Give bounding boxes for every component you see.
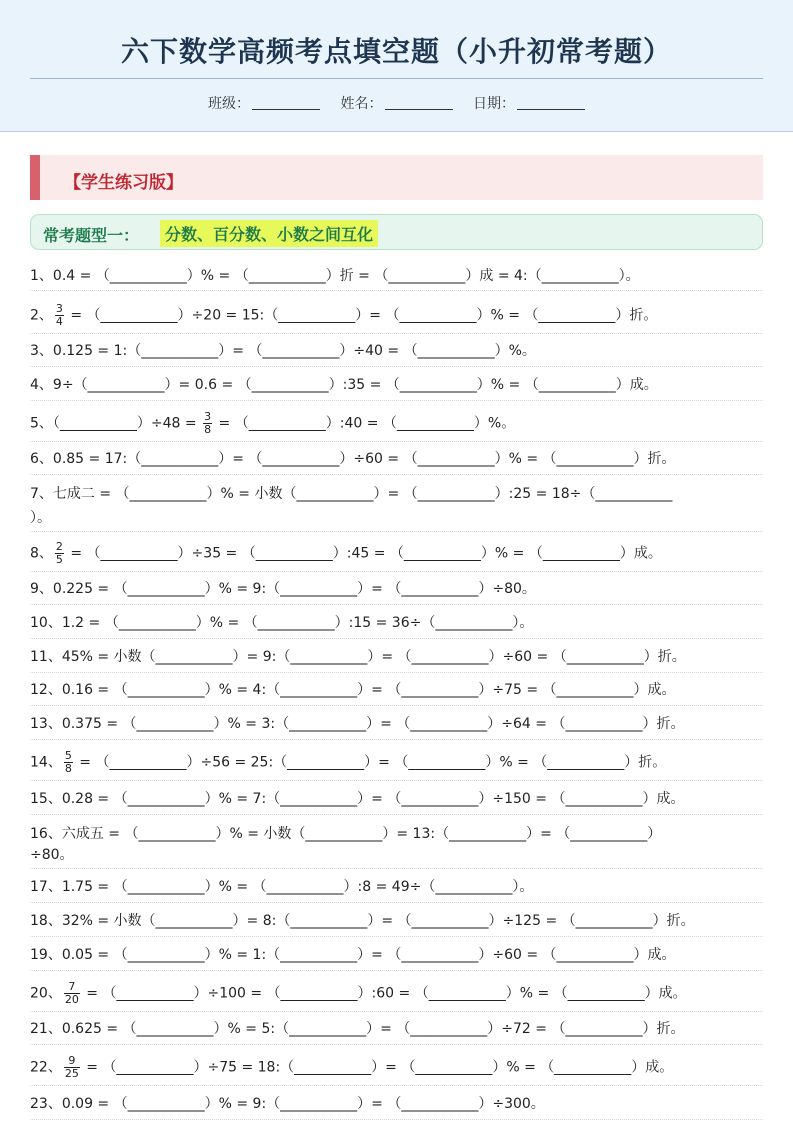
question-row — [30, 367, 763, 401]
question-row — [30, 531, 763, 572]
question-segment: 10、1.2 = （___________）% = （___________）:15 = 36÷（___________）。 — [30, 615, 534, 631]
class-field — [208, 93, 320, 113]
fraction-numerator: 7 — [64, 981, 80, 994]
question-segment: 21、0.625 = （___________）% = 5:（___________）= （___________）÷72 = （___________）折。 — [30, 1021, 685, 1037]
fraction-denominator: 5 — [55, 553, 63, 566]
question-row — [30, 903, 763, 937]
class-label: 班级： — [208, 96, 251, 112]
banner-accent-bar — [30, 155, 40, 200]
section-header — [30, 214, 763, 250]
question-segment: 11、45% = 小数（___________）= 9:（___________）= （___________）÷60 = （___________）折。 — [30, 649, 686, 665]
question-continuation: ÷80。 — [30, 847, 74, 863]
question-segment: 5、（___________）÷48 = — [30, 415, 202, 432]
question-text — [30, 1093, 545, 1113]
question-segment: 4、9÷（___________）= 0.6 = （___________）:35 = （___________）% = （___________）成。 — [30, 377, 658, 393]
question-segment: 20、 — [30, 985, 62, 1002]
question-segment: 14、 — [30, 754, 62, 771]
question-text — [30, 483, 672, 503]
question-row — [30, 260, 763, 291]
version-banner — [30, 155, 763, 200]
fraction — [64, 1055, 80, 1080]
fraction-denominator: 8 — [64, 762, 72, 775]
question-text — [30, 340, 536, 360]
name-label: 姓名： — [340, 96, 383, 112]
question-text — [30, 679, 676, 699]
section-label: 常考题型一： — [43, 226, 140, 245]
question-row — [30, 869, 763, 903]
fraction-denominator: 20 — [64, 993, 79, 1006]
banner-text: 【学生练习版】 — [64, 173, 183, 193]
question-text — [30, 578, 536, 598]
question-row — [30, 639, 763, 673]
fraction — [64, 981, 80, 1006]
question-segment: 7、七成二 = （___________）% = 小数（___________）= （___________）:25 = 18÷（___________ — [30, 486, 673, 502]
fraction — [64, 750, 73, 775]
fraction — [203, 411, 212, 436]
fraction — [55, 541, 64, 566]
fraction — [55, 303, 64, 328]
question-row — [30, 1045, 763, 1086]
question-text — [30, 750, 666, 775]
question-row — [30, 672, 763, 706]
question-text — [30, 541, 662, 566]
question-text — [30, 823, 661, 843]
question-segment: 12、0.16 = （___________）% = 4:（___________）= （___________）÷75 = （___________）成。 — [30, 682, 676, 698]
question-row — [30, 475, 763, 532]
question-segment: = （___________）÷56 = 25:（___________）= （___________）% = （___________）折。 — [74, 754, 667, 771]
question-segment: = （___________）:40 = （___________）%。 — [214, 415, 516, 432]
question-row — [30, 971, 763, 1012]
question-text — [30, 910, 695, 930]
question-row — [30, 740, 763, 781]
date-label: 日期： — [472, 96, 515, 112]
fraction-denominator: 25 — [64, 1067, 79, 1080]
fraction-numerator: 2 — [55, 540, 63, 553]
question-row — [30, 334, 763, 367]
question-row — [30, 706, 763, 740]
question-row — [30, 401, 763, 442]
question-row — [30, 293, 763, 334]
question-row — [30, 605, 763, 639]
question-row — [30, 937, 763, 971]
fraction-numerator: 5 — [64, 749, 72, 762]
date-field — [473, 93, 585, 113]
date-blank[interactable] — [517, 95, 585, 110]
question-text — [30, 448, 676, 468]
question-row — [30, 781, 763, 815]
question-segment: 17、1.75 = （___________）% = （___________）:8 = 49÷（___________）。 — [30, 879, 534, 895]
question-segment: = （___________）÷75 = 18:（___________）= （___________）% = （___________）成。 — [81, 1059, 674, 1076]
question-text — [30, 612, 533, 632]
question-continuation: ）。 — [30, 510, 51, 526]
student-info-row — [0, 93, 793, 113]
question-text — [30, 788, 684, 808]
question-segment: 3、0.125 = 1:（___________）= （___________）÷40 = （___________）%。 — [30, 343, 536, 359]
fraction-numerator: 9 — [64, 1055, 80, 1068]
question-text — [30, 981, 687, 1006]
question-segment: 16、六成五 = （___________）% = 小数（___________）= 13:（___________）= （___________） — [30, 826, 662, 842]
question-segment: 18、32% = 小数（___________）= 8:（___________）= （___________）÷125 = （___________）折。 — [30, 913, 695, 929]
question-segment: 2、 — [30, 307, 53, 324]
question-text — [30, 713, 684, 733]
question-text — [30, 1055, 673, 1080]
question-row — [30, 815, 763, 869]
question-text — [30, 374, 658, 394]
question-segment: 9、0.225 = （___________）% = 9:（___________）= （___________）÷80。 — [30, 581, 536, 597]
fraction-numerator: 3 — [55, 302, 63, 315]
question-segment: 23、0.09 = （___________）% = 9:（___________）= （___________）÷300。 — [30, 1096, 545, 1112]
question-text — [30, 411, 515, 436]
section-topic: 分数、百分数、小数之间互化 — [160, 220, 378, 247]
question-segment: = （___________）÷20 = 15:（___________）= （___________）% = （___________）折。 — [65, 307, 658, 324]
question-segment: 8、 — [30, 545, 53, 562]
question-text — [30, 303, 657, 328]
page-title: 六下数学高频考点填空题（小升初常考题） — [120, 35, 672, 68]
question-text — [30, 876, 533, 896]
question-text — [30, 1018, 684, 1038]
question-row — [30, 572, 763, 605]
question-segment: 15、0.28 = （___________）% = 7:（___________）= （___________）÷150 = （___________）成。 — [30, 791, 685, 807]
name-field — [341, 93, 453, 113]
fraction-numerator: 3 — [204, 410, 212, 423]
question-text — [30, 944, 676, 964]
question-segment: = （___________）÷35 = （___________）:45 = （___________）% = （___________）成。 — [65, 545, 662, 562]
question-segment: 13、0.375 = （___________）% = 3:（___________）= （___________）÷64 = （___________）折。 — [30, 716, 685, 732]
class-blank[interactable] — [252, 95, 320, 110]
question-text — [30, 265, 640, 285]
fraction-denominator: 4 — [55, 315, 63, 328]
question-row — [30, 442, 763, 475]
question-segment: 19、0.05 = （___________）% = 1:（___________）= （___________）÷60 = （___________）成。 — [30, 947, 676, 963]
header-divider — [30, 78, 763, 79]
question-text — [30, 646, 686, 666]
question-row — [30, 1011, 763, 1045]
question-row — [30, 1086, 763, 1120]
question-segment: 6、0.85 = 17:（___________）= （___________）÷60 = （___________）% = （___________）折。 — [30, 451, 676, 467]
page-header — [0, 0, 793, 132]
fraction-denominator: 8 — [204, 423, 212, 436]
question-segment: 22、 — [30, 1059, 62, 1076]
question-segment: = （___________）÷100 = （___________）:60 = （___________）% = （___________）成。 — [81, 985, 687, 1002]
name-blank[interactable] — [385, 95, 453, 110]
question-segment: 1、0.4 = （___________）% = （___________）折 = （___________）成 = 4:（___________）。 — [30, 268, 640, 284]
